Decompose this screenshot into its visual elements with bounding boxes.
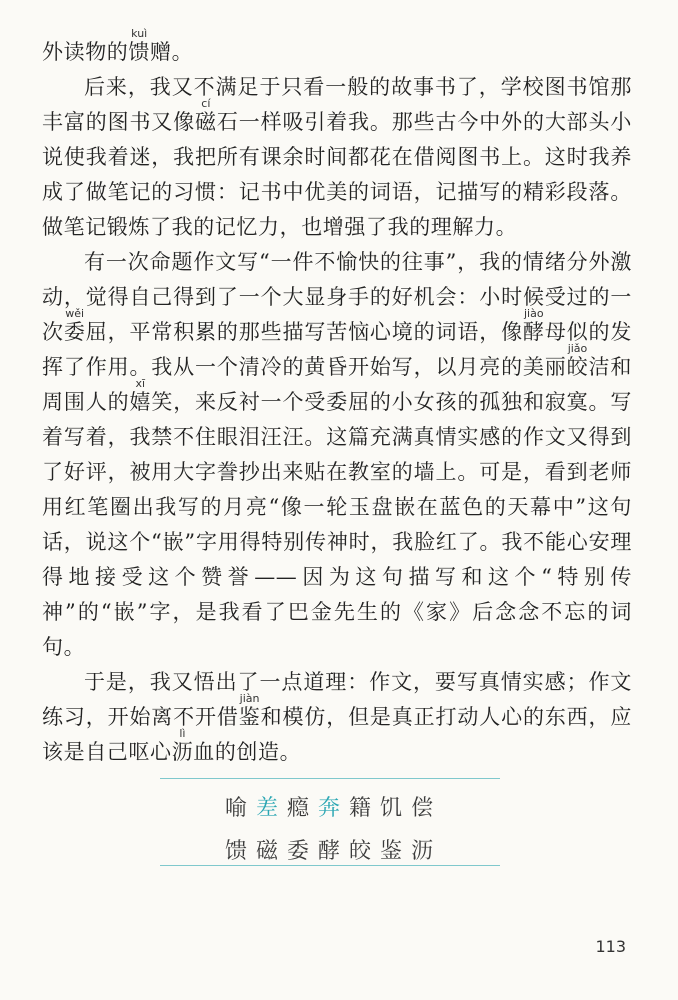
text-run: 屈，平常积累的那些描写苦恼心境的词语，像: [85, 320, 523, 344]
text-run: 石一样吸引着我。那些古今中外的大部头小说使我着迷，我把所有课余时间都花在借阅图书上。这时我养成了做笔记的习惯：记书中优美的词语，记描写的精彩段落。做笔记锻炼了我的记忆力，也增强了我的理解力。: [42, 110, 632, 239]
text-run: 有一次命题作文写“一件不愉快的往事”，我的情绪分外激动，觉得自己得到了一个大显身手的好机会：小时候受过的一次: [42, 250, 632, 344]
new-character: 偿: [410, 796, 435, 821]
pinyin-annotation: lì: [171, 727, 194, 740]
annotated-character: 鉴jiàn: [238, 692, 261, 729]
annotated-character: 磁cí: [195, 97, 217, 134]
text-run: 和模仿，但是真正打动人心的东西，应该是自己呕心: [42, 705, 632, 764]
text-run: 笑，来反衬一个受委屈的小女孩的孤独和寂寞。写着写着，我禁不住眼泪汪汪。这篇充满真情实感的作文又得到了好评，被用大字誊抄出来贴在教室的墙上。可是，看到老师用红笔圈出我写的月亮“像一轮玉盘嵌在蓝色的天幕中”这句话，说这个“嵌”字用得特别传神时，我脸红了。我不能心安理得地接受这个赞誉——因为这句描写和这个“特别传神”的“嵌”字，是我看了巴金先生的《家》后念念不忘的词句。: [42, 390, 633, 659]
text-run: 洁和周围人的: [42, 355, 633, 414]
text-run: 外读物的: [42, 40, 129, 64]
page-number: 113: [595, 937, 626, 956]
paragraph: [42, 28, 632, 70]
annotated-character: 嬉xī: [129, 377, 152, 414]
new-character: 饥: [379, 796, 404, 821]
text-run: 血的创造。: [193, 740, 302, 764]
article-text: [42, 28, 632, 770]
new-character: 沥: [410, 839, 435, 864]
pinyin-annotation: cí: [195, 97, 217, 110]
new-characters-row-1: [160, 791, 500, 822]
new-character: 酵: [317, 839, 342, 864]
paragraph: [42, 245, 632, 665]
pinyin-annotation: kuì: [128, 27, 150, 40]
annotated-character: 委wěi: [63, 307, 86, 344]
pinyin-annotation: jiàn: [238, 692, 261, 705]
new-characters-row-2: [160, 834, 500, 865]
new-character: 鉴: [379, 839, 404, 864]
new-character: 瘾: [286, 796, 311, 821]
text-run: 于是，我又悟出了一点道理：作文，要写真情实感；作文练习，开始离不开借: [42, 670, 632, 729]
pinyin-annotation: jiào: [522, 307, 545, 320]
new-characters-box: [160, 778, 500, 866]
new-character: 皎: [348, 839, 373, 864]
new-character: 磁: [255, 839, 280, 864]
annotated-character: 沥lì: [171, 727, 194, 764]
text-run: 后来，我又不满足于只看一般的故事书了，学校图书馆那丰富的图书又像: [42, 75, 632, 134]
paragraph: [42, 665, 632, 770]
pinyin-annotation: xī: [129, 377, 152, 390]
new-character: 喻: [224, 796, 249, 821]
new-character: 奔: [317, 796, 342, 821]
annotated-character: 酵jiào: [522, 307, 545, 344]
pinyin-annotation: jiǎo: [566, 342, 589, 355]
pinyin-annotation: wěi: [63, 307, 86, 320]
new-character: 馈: [224, 839, 249, 864]
new-character: 籍: [348, 796, 373, 821]
text-run: 母似的发挥了作用。我从一个清冷的黄昏开始写，以月亮的美丽: [42, 320, 633, 379]
text-run: 赠。: [150, 40, 194, 64]
new-character: 差: [255, 796, 280, 821]
new-character: 委: [286, 839, 311, 864]
paragraph: [42, 70, 632, 245]
annotated-character: 皎jiǎo: [566, 342, 589, 379]
annotated-character: 馈kuì: [128, 27, 151, 64]
